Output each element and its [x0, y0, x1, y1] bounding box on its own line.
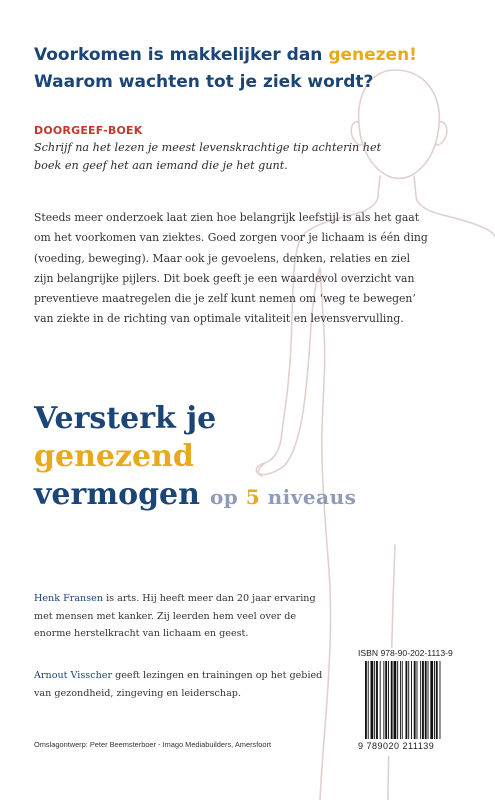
isbn-text: ISBN 978-90-202-1113-9: [358, 648, 453, 658]
headline-line-1: [34, 42, 474, 69]
isbn-barcode-block: [355, 648, 471, 756]
blurb-paragraph: Steeds meer onderzoek laat zien hoe belangrijk leefstijl is als het gaat om het voorkomen van ziektes. Goed zorgen voor je lichaam is één ding (voeding, beweging). Maar ook je gevoelens, denken, relaties en ziel zijn belangrijke pijlers. Dit boek geeft je een waardevol overzicht van preventieve maatregelen die je zelf kunt nemen om ‘weg te bewegen’ van ziekte in de richting van optimale vitaliteit en levensvervulling.: [34, 211, 428, 326]
cover-headline: [34, 42, 474, 96]
headline-line-2: Waarom wachten tot je ziek wordt?: [34, 72, 374, 92]
doorgeef-boek-title: DOORGEEF-BOEK: [34, 124, 143, 137]
tagline-sub-prefix: op: [209, 485, 246, 509]
doorgeef-boek-text: Schrijf na het lezen je meest levenskrachtige tip achterin het boek en geef het aan iemand die je het gunt.: [34, 141, 382, 172]
headline-accent-word: genezen!: [328, 45, 417, 65]
author-1-name: Henk Fransen: [34, 593, 104, 604]
author-2-name: Arnout Visscher: [34, 670, 113, 681]
author-2-bio: geeft lezingen en trainingen op het gebied van gezondheid, zingeving en leiderschap.: [34, 670, 323, 699]
isbn-digits: 9 789020 211139: [358, 741, 435, 751]
tagline-line-2: genezend: [34, 439, 194, 474]
tagline-line-3: vermogen: [34, 477, 200, 512]
tagline-sub-suffix: niveaus: [260, 485, 357, 509]
headline-line-1-text: Voorkomen is makkelijker dan: [34, 45, 329, 65]
cover-design-credit: Omslagontwerp: Peter Beemsterboer - Imago Mediabuilders, Amersfoort: [34, 740, 272, 749]
tagline-subtitle: [210, 485, 356, 509]
tagline: [34, 400, 356, 516]
barcode-icon: [365, 661, 465, 739]
author-1-bio: is arts. Hij heeft meer dan 20 jaar ervaring met mensen met kanker. Zij leerden hem veel over de enorme herstelkracht van lichaam en geest.: [34, 593, 316, 639]
author-bio-1: [34, 590, 324, 643]
tagline-sub-number: 5: [245, 485, 261, 509]
author-bio-2: [34, 667, 324, 702]
tagline-line-1: Versterk je: [34, 401, 217, 436]
